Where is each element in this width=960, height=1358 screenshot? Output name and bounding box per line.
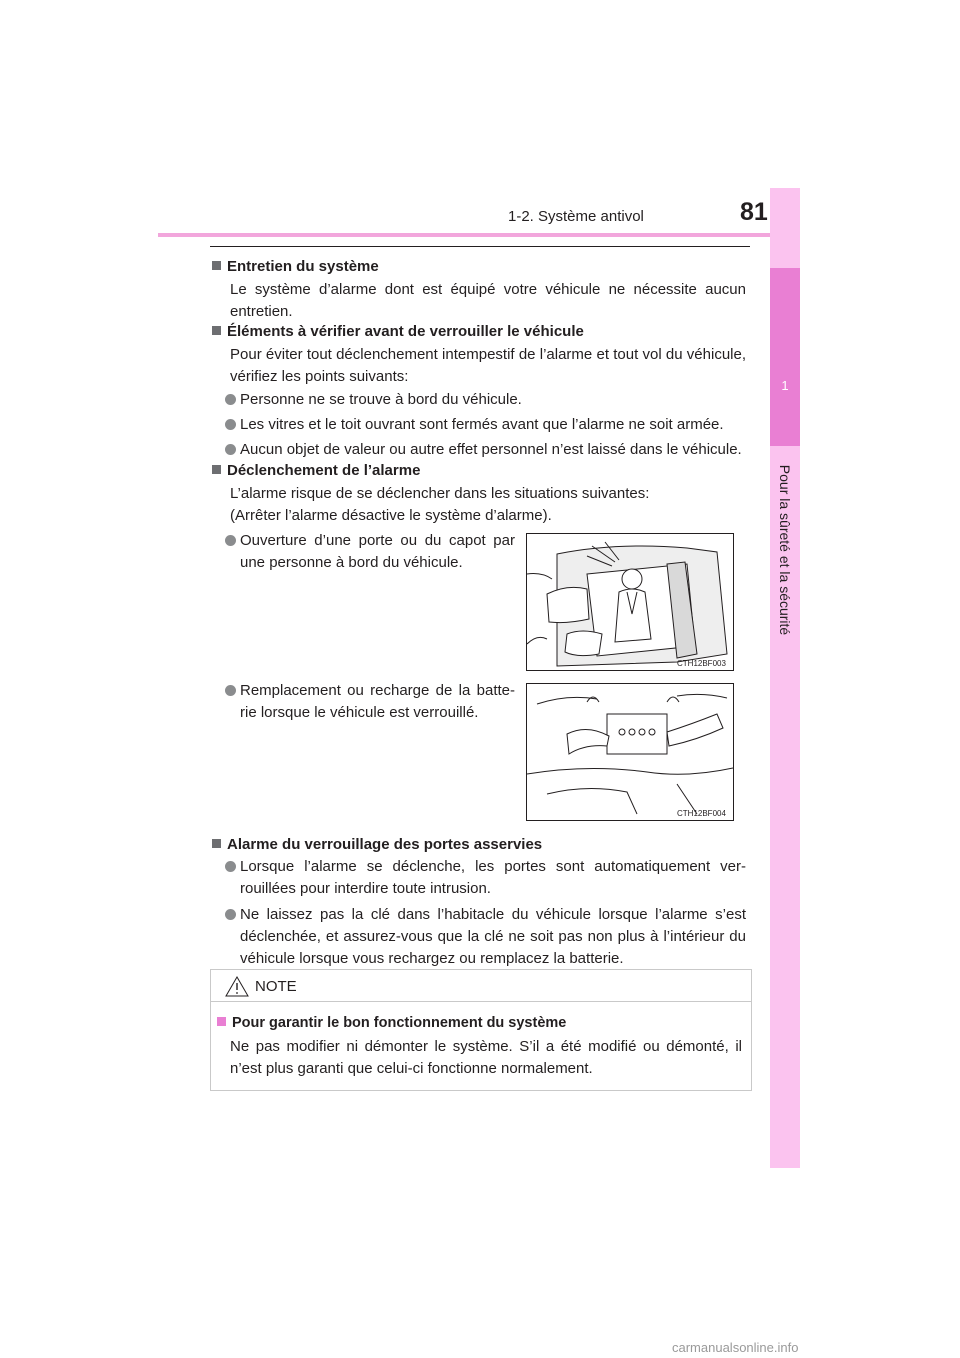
note-section-heading — [217, 1015, 566, 1031]
list-item-text: Aucun objet de valeur ou autre effet personnel n’est laissé dans le véhicule. — [240, 441, 742, 458]
note-section-heading-text: Pour garantir le bon fonctionnement du système — [232, 1015, 567, 1031]
note-title: NOTE — [255, 978, 297, 995]
square-bullet-icon — [212, 839, 221, 848]
illustration-door-opening — [526, 533, 734, 671]
circle-bullet-icon — [225, 861, 236, 872]
watermark: carmanualsonline.info — [672, 1340, 799, 1355]
section-heading-text: Alarme du verrouillage des portes asservies — [227, 836, 543, 853]
page-number: 81 — [740, 198, 768, 226]
square-bullet-icon — [217, 1017, 226, 1026]
chapter-label-text: Pour la sûreté et la sécurité — [777, 464, 793, 636]
header-rule — [158, 233, 798, 237]
figure-code: CTH12BF003 — [677, 659, 726, 668]
illustration-battery — [526, 683, 734, 821]
list-item-text: Ouverture d’une porte ou du capot par une personne à bord du véhicule. — [240, 532, 515, 571]
figure-code: CTH12BF004 — [677, 809, 726, 818]
circle-bullet-icon — [225, 419, 236, 430]
list-item — [225, 530, 515, 576]
section-heading — [212, 323, 584, 340]
list-item — [225, 414, 724, 436]
circle-bullet-icon — [225, 394, 236, 405]
chapter-number: 1 — [781, 378, 789, 393]
list-item — [225, 904, 746, 970]
list-item-text: Lorsque l’alarme se déclenche, les portes sont automatiquement ver-rouillées pour interdire toute intrusion. — [240, 858, 746, 897]
section-heading — [212, 258, 379, 275]
section-paragraph: Le système d’alarme dont est équipé votre véhicule ne nécessite aucun entretien. — [230, 281, 746, 320]
chapter-tab-marker — [770, 268, 800, 446]
list-item — [225, 680, 515, 726]
section-paragraph: (Arrêter l’alarme désactive le système d’alarme). — [230, 507, 552, 524]
note-box — [210, 969, 752, 1091]
circle-bullet-icon — [225, 535, 236, 546]
list-item — [225, 856, 746, 902]
square-bullet-icon — [212, 465, 221, 474]
list-item-text: Remplacement ou recharge de la batte-rie lorsque le véhicule est verrouillé. — [240, 682, 515, 721]
circle-bullet-icon — [225, 444, 236, 455]
section-paragraph: Pour éviter tout déclenchement intempestif de l’alarme et tout vol du véhicule, vérifiez les points suivants: — [230, 346, 746, 385]
content-top-rule — [210, 246, 750, 247]
circle-bullet-icon — [225, 909, 236, 920]
running-header-section: 1-2. Système antivol — [508, 208, 644, 225]
section-heading-text: Éléments à vérifier avant de verrouiller le véhicule — [227, 323, 584, 340]
circle-bullet-icon — [225, 685, 236, 696]
list-item — [225, 439, 742, 461]
square-bullet-icon — [212, 326, 221, 335]
list-item-text: Les vitres et le toit ouvrant sont fermés avant que l’alarme ne soit armée. — [240, 416, 724, 433]
battery-illustration-icon — [527, 684, 733, 820]
section-heading-text: Entretien du système — [227, 258, 379, 275]
section-paragraph: L’alarme risque de se déclencher dans les situations suivantes: — [230, 485, 650, 502]
section-heading — [212, 462, 420, 479]
list-item-text: Ne laissez pas la clé dans l’habitacle du véhicule lorsque l’alarme s’est déclenchée, et assurez-vous que la clé ne soit pas non plus à l’intérieur du véhicule lorsque vous rechargez ou remplacez la batterie. — [240, 906, 746, 967]
section-heading-text: Déclenchement de l’alarme — [227, 462, 421, 479]
note-paragraph: Ne pas modifier ni démonter le système. S’il a été modifié ou démonté, il n’est plus garanti que celui-ci fonctionne normalement. — [230, 1038, 742, 1077]
list-item-text: Personne ne se trouve à bord du véhicule. — [240, 391, 522, 408]
square-bullet-icon — [212, 261, 221, 270]
warning-icon — [225, 976, 249, 997]
note-header — [211, 970, 751, 1002]
list-item — [225, 389, 522, 411]
door-illustration-icon — [527, 534, 733, 670]
section-heading — [212, 836, 542, 853]
